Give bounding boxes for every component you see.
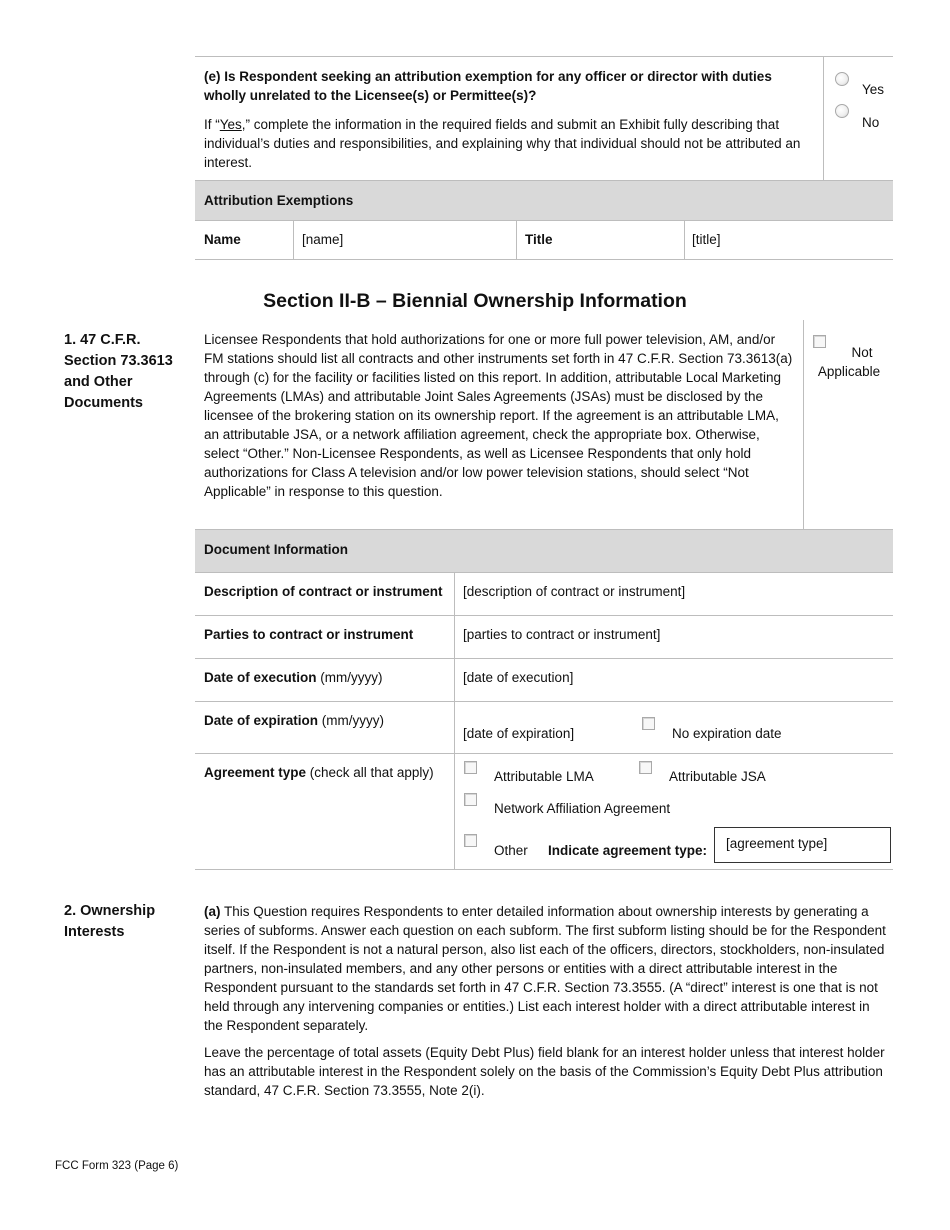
expiration-field[interactable]: [date of expiration] xyxy=(463,726,575,741)
execution-label-text: Date of execution xyxy=(204,670,317,685)
execution-hint: (mm/yyyy) xyxy=(316,670,383,685)
yes-label: Yes xyxy=(862,82,885,97)
rule xyxy=(195,220,893,221)
parties-field[interactable]: [parties to contract or instrument] xyxy=(463,627,661,642)
rule xyxy=(195,56,893,57)
no-expiration-label: No expiration date xyxy=(672,726,782,741)
yes-radio[interactable] xyxy=(835,72,849,86)
rule xyxy=(195,701,893,702)
agreement-type-input-box[interactable] xyxy=(714,827,891,863)
question-1-text: Licensee Respondents that hold authorizations for one or more full power television, AM, and/or FM stations should list all contracts and other instruments set forth in 47 C.F.R. Section 73.3613(a) through (c) for the facility or facilities listed on this report. In addition, attributable Local Marketing Agreements (LMAs) and attributable Joint Sales Agreements (JSAs) must be disclosed by the licensee of the brokering station on its ownership report. If the agreement is an attributable LMA, an attributable JSA, or a network affiliation agreement, check the appropriate box. Otherwise, select “Other.” Non-Licensee Respondents, as well as Licensee Respondents that only hold authorizations for Class A television and/or low power television stations, should select “Not Applicable” in response to this question. xyxy=(204,332,793,499)
name-field[interactable]: [name] xyxy=(302,232,344,247)
instructions-pre: If “ xyxy=(204,117,220,132)
network-affiliation-label: Network Affiliation Agreement xyxy=(494,801,671,816)
execution-field[interactable]: [date of execution] xyxy=(463,670,574,685)
lma-label: Attributable LMA xyxy=(494,769,594,784)
lma-checkbox[interactable] xyxy=(464,761,477,774)
question-2-paragraph-1-text: This Question requires Respondents to enter detailed information about ownership interests by generating a series of subforms. Answer each question on each subform. The first subform listing should be for the Respondent itself. If the Respondent is not a natural person, also list each of the officers, directors, stockholders, non-insulated partners, non-insulated members, and any other persons or entities with a direct attributable interest in the Respondent pursuant to the standards set forth in 47 C.F.R. Section 73.3555. (A “direct” interest is one that is not held through any intervening companies or entities.) List each interest holder with a direct attributable interest in the Respondent separately. xyxy=(204,904,886,1033)
rule xyxy=(454,572,455,870)
attribution-exemptions-title: Attribution Exemptions xyxy=(204,193,354,208)
instructions-post: ,” complete the information in the required fields and submit an Exhibit fully describing that individual’s duties and responsibilities, and explaining why that individual should not be attributed an interest. xyxy=(204,117,801,170)
section-title: Section II-B – Biennial Ownership Information xyxy=(263,290,687,312)
question-e-prompt: (e) Is Respondent seeking an attribution exemption for any officer or director with duties wholly unrelated to the Licensee(s) or Permittee(s)? xyxy=(204,69,772,103)
network-affiliation-checkbox[interactable] xyxy=(464,793,477,806)
rule xyxy=(195,259,893,260)
rule xyxy=(195,180,893,181)
rule xyxy=(195,753,893,754)
rule xyxy=(823,56,824,181)
no-expiration-checkbox[interactable] xyxy=(642,717,655,730)
description-field[interactable]: [description of contract or instrument] xyxy=(463,584,686,599)
part-a-marker: (a) xyxy=(204,904,221,919)
question-2-paragraph-2: Leave the percentage of total assets (Equity Debt Plus) field blank for an interest holder unless that interest holder has an attributable interest in the Respondent solely on the basis of the Commission’s Equity Debt Plus attribution standard, 47 C.F.R. Section 73.3555, Note 2(i). xyxy=(204,1045,885,1098)
question-2-label: 2. Ownership Interests xyxy=(64,903,156,940)
page-footer: FCC Form 323 (Page 6) xyxy=(55,1160,179,1172)
rule xyxy=(293,220,294,259)
expiration-label xyxy=(204,711,384,730)
title-field[interactable]: [title] xyxy=(692,232,721,247)
question-2-paragraph-1 xyxy=(204,902,887,1035)
other-checkbox[interactable] xyxy=(464,834,477,847)
expiration-hint: (mm/yyyy) xyxy=(318,713,385,728)
not-applicable-label: Not Applicable xyxy=(817,345,881,379)
no-radio[interactable] xyxy=(835,104,849,118)
question-e-instructions xyxy=(204,115,808,172)
title-label: Title xyxy=(525,232,553,247)
parties-label: Parties to contract or instrument xyxy=(204,627,414,642)
name-label: Name xyxy=(204,232,241,247)
rule xyxy=(195,572,893,573)
agreement-type-label-text: Agreement type xyxy=(204,765,307,780)
rule xyxy=(195,869,893,870)
instructions-yes: Yes xyxy=(219,117,242,132)
agreement-type-label xyxy=(204,763,434,782)
other-label: Other xyxy=(494,843,528,858)
execution-label xyxy=(204,668,383,687)
rule xyxy=(195,615,893,616)
rule xyxy=(803,320,804,529)
expiration-label-text: Date of expiration xyxy=(204,713,319,728)
jsa-checkbox[interactable] xyxy=(639,761,652,774)
rule xyxy=(684,220,685,259)
agreement-type-hint: (check all that apply) xyxy=(306,765,434,780)
no-label: No xyxy=(862,115,880,130)
description-label: Description of contract or instrument xyxy=(204,584,443,599)
rule xyxy=(195,658,893,659)
document-information-title: Document Information xyxy=(204,542,348,557)
question-1-label: 1. 47 C.F.R. Section 73.3613 and Other Documents xyxy=(64,332,173,411)
rule xyxy=(516,220,517,259)
indicate-agreement-label: Indicate agreement type: xyxy=(548,843,708,858)
agreement-type-field[interactable]: [agreement type] xyxy=(726,836,828,851)
jsa-label: Attributable JSA xyxy=(669,769,766,784)
